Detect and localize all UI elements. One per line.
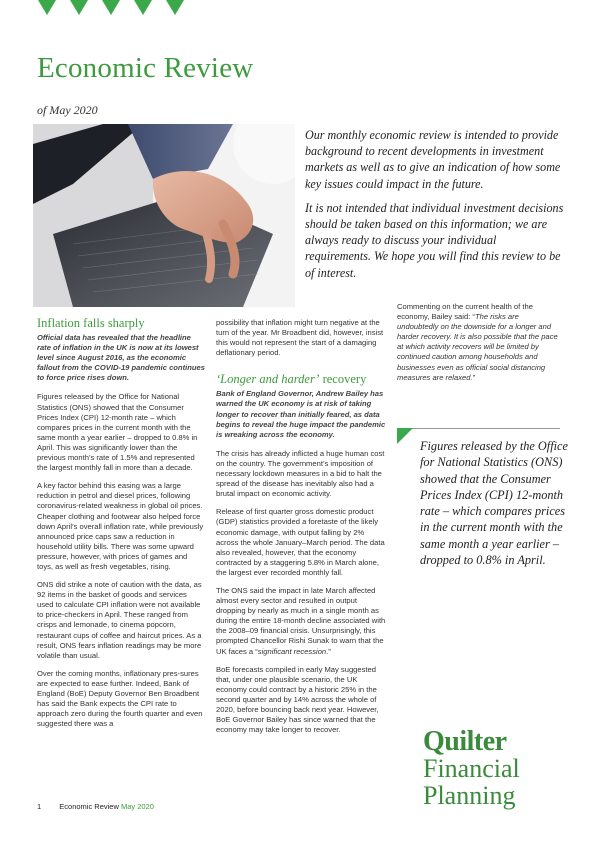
body-paragraph: possibility that inflation might turn negative at the turn of the year. Mr Broadbent did, however, insist this would not represent the start of a damaging deflationary period.: [216, 318, 384, 358]
intro-paragraph: It is not intended that individual investment decisions should be taken based on this information; we are always ready to discuss your individual requirements. We hope you will find this review to be of interest.: [305, 200, 564, 280]
logo-line: Planning: [423, 781, 516, 810]
section-heading-italic: ‘Longer and harder’: [216, 372, 320, 387]
logo-line: Financial: [423, 754, 520, 783]
body-paragraph: A key factor behind this easing was a large reduction in petrol and diesel prices, following coronavirus-related weakness in global oil prices. Cheaper clothing and footwear also helped force down April’s overall inflation rate, while previously announced price caps saw a reduction in household utility bills. There was some upward pressure, however, with prices of games and toys, as well as fresh vegetables, rising.: [37, 481, 204, 571]
body-paragraph: [397, 302, 560, 383]
laptop-illustration: [33, 124, 295, 307]
page-number: 1: [37, 802, 42, 811]
paragraph-text: ”: [472, 372, 476, 382]
body-paragraph: BoE forecasts compiled in early May suggested that, under one plausible scenario, the UK economy could contract by a historic 25% in the second quarter and by 14% across the whole of 2020, before bouncing back next year. However, BoE Governor Bailey has since warned that the economy may take longer to recover.: [216, 664, 379, 735]
body-paragraph: Figures released by the Office for National Statistics (ONS) showed that the Consumer Prices Index (CPI) 12-month rate – which compares prices in the current month with the same month a year earlier – dropped to 0.8% in April. This was significantly lower than the previous month’s rate of 1.5% and represented the largest monthly fall in more than a decade.: [37, 392, 198, 473]
triangle-decoration: [70, 0, 88, 15]
body-paragraph: [216, 586, 387, 657]
footer-date: May 2020: [120, 802, 154, 811]
intro-text: [305, 127, 565, 289]
quoted-phrase: significant recession: [257, 646, 327, 656]
section-lead: Bank of England Governor, Andrew Bailey has warned the UK economy is at risk of taking longer to recover than initially feared, as data begins to reveal the huge impact the pandemic is wreaking across the economy.: [216, 389, 386, 439]
body-paragraph: Over the coming months, inflationary pres-sures are expected to ease further. Indeed, Bank of England (BoE) Deputy Governor Ben Broadbent has said the Bank expects the CPI rate to approach zero during the fourth quarter and even suggested there was a: [37, 668, 203, 729]
section-lead: Official data has revealed that the headline rate of inflation in the UK is now at its lowest level since August 2016, as the economic fallout from the COVID-19 pandemic continues to force price rises down.: [37, 333, 205, 383]
intro-paragraph: Our monthly economic review is intended to provide background to recent developments in investment markets as well as to give an indication of how some key issues could impact in the future.: [305, 128, 561, 191]
body-paragraph: The crisis has already inflicted a huge human cost on the country. The government’s imposition of necessary lockdown measures in a bid to halt the spread of the disease has inevitably also had a brutal impact on economic activity.: [216, 448, 385, 499]
triangle-decoration: [134, 0, 152, 15]
page-footer: [37, 802, 154, 811]
article-column-3: [397, 302, 560, 391]
footer-label: Economic Review: [59, 802, 119, 811]
triangle-decoration: [38, 0, 56, 15]
section-heading: [216, 372, 387, 386]
paragraph-text: Commenting on the current health of the economy, Bailey said: “: [397, 302, 533, 322]
page-subtitle: of May 2020: [37, 103, 98, 117]
triangle-decoration: [166, 0, 184, 15]
logo-line: Quilter: [423, 726, 507, 757]
article-column-1: [37, 316, 205, 737]
quoted-phrase: The risks are undoubtedly on the downside for a longer and harder recovery. It is also possible that the pace at which activity recovers will be limited by continued caution among households and businesses even as official social distancing measures are relaxed.: [397, 312, 558, 382]
header-decoration: [38, 0, 178, 20]
pull-quote: Figures released by the Office for National Statistics (ONS) showed that the Consumer Prices Index (CPI) 12-month rate – which compares prices in the current month with the same month a year earlier – dropped to 0.8% in April.: [420, 439, 568, 568]
page-title: Economic Review: [37, 52, 254, 84]
section-heading-rest: recovery: [319, 372, 367, 387]
section-heading: Inflation falls sharply: [37, 316, 145, 330]
body-paragraph: ONS did strike a note of caution with the data, as 92 items in the basket of goods and services used to calculate CPI inflation were not available to price-checkers in April. These ranged from crisps and lemonade, to cinema popcorn, restaurant cups of coffee and haircut prices. As a result, ONS fears inflation readings may be more volatile than usual.: [37, 580, 202, 660]
divider: [397, 428, 560, 429]
quilter-logo: [423, 728, 520, 809]
laptop-hands-photo: [33, 124, 295, 307]
paragraph-text: The ONS said the impact in late March affected almost every sector and resulted in output dropping by nearly as much in a single month as during the entire 18-month decline associated with the 2008–09 financial crisis. Unsurprisingly, this prompted Chancellor Rishi Sunak to warn that the UK faces a “: [216, 585, 386, 656]
paragraph-text: .”: [326, 646, 331, 656]
body-paragraph: Release of first quarter gross domestic product (GDP) statistics provided a foretaste of the likely economic damage, with output falling by 2% across the whole January–March period. The data also revealed, however, that the economy contracted by a staggering 5.8% in March alone, the largest ever recorded monthly fall.: [216, 507, 385, 577]
triangle-decoration: [102, 0, 120, 15]
triangle-decoration: [397, 428, 413, 444]
article-column-2: [216, 318, 387, 743]
